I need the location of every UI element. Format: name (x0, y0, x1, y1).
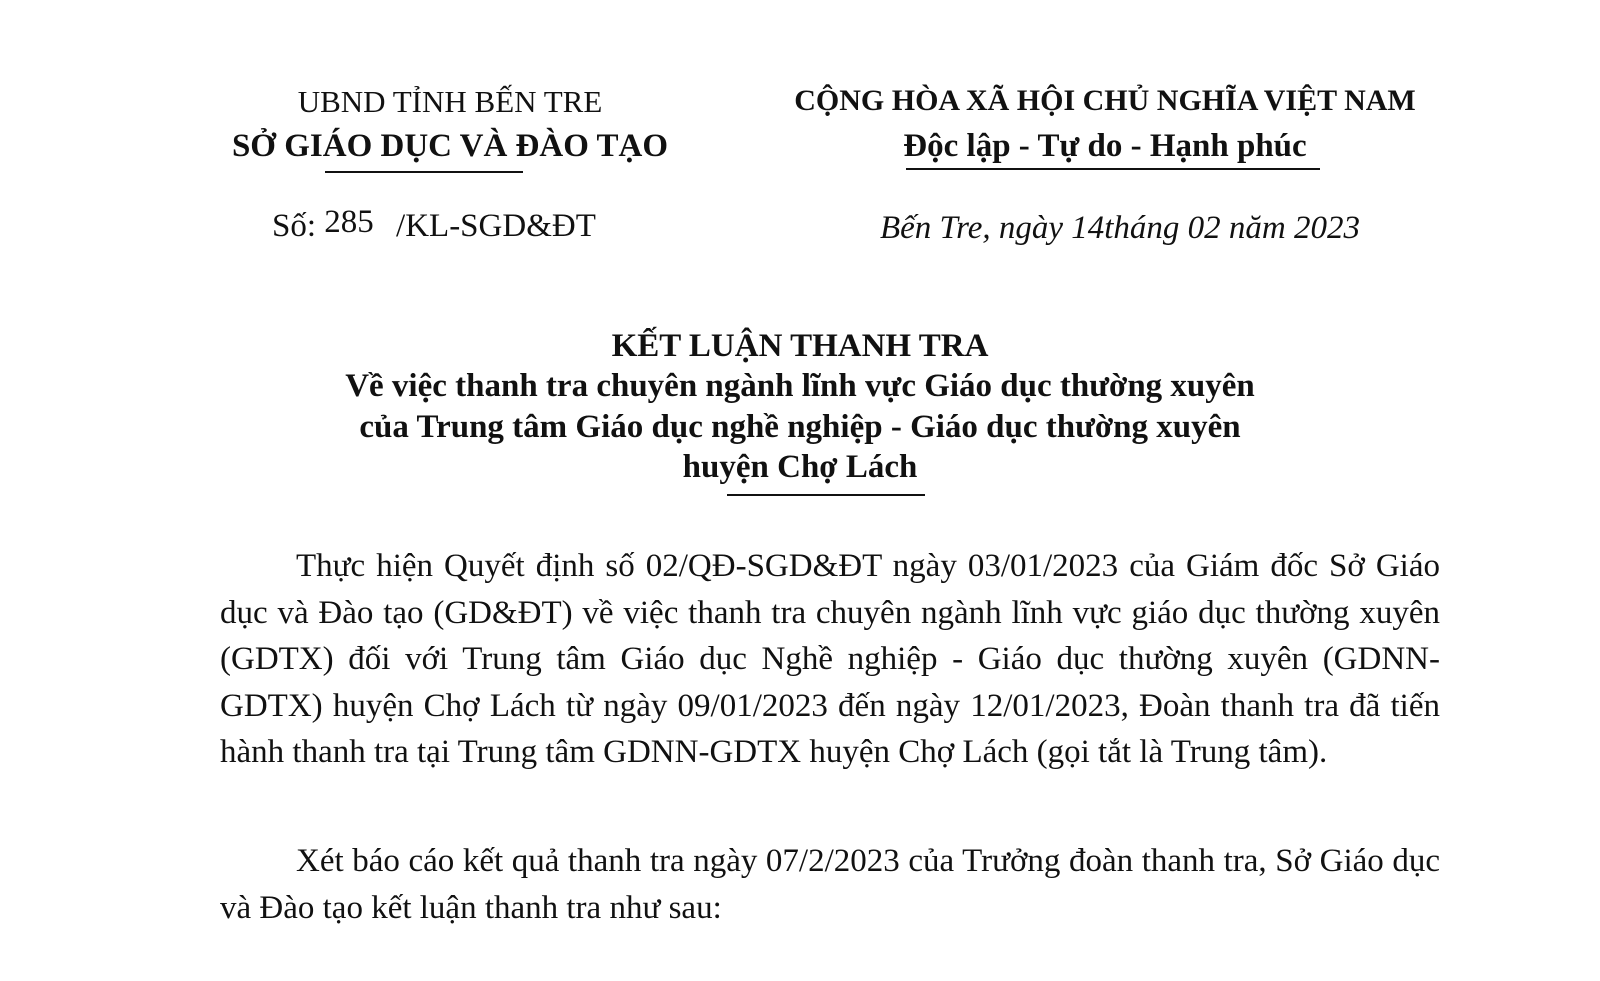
agency-parent-name: UBND TỈNH BẾN TRE (297, 84, 603, 119)
document-subject-line3: huyện Chợ Lách (682, 449, 918, 485)
agency-underline (325, 171, 523, 173)
body-paragraph-2: Xét báo cáo kết quả thanh tra ngày 07/2/2023 của Trưởng đoàn thanh tra, Sở Giáo dục và Đào tạo kết luận thanh tra như sau: (220, 843, 1440, 926)
agency-name: SỞ GIÁO DỤC VÀ ĐÀO TẠO (231, 128, 669, 164)
document-number-prefix: Số: (272, 208, 317, 244)
motto-underline (906, 168, 1320, 170)
document-number-suffix: /KL-SGD&ĐT (396, 208, 596, 244)
body-paragraph-1: Thực hiện Quyết định số 02/QĐ-SGD&ĐT ngày 03/01/2023 của Giám đốc Sở Giáo dục và Đào tạo (GD&ĐT) về việc thanh tra chuyên ngành lĩnh vực giáo dục thường xuyên (GDTX) đối với Trung tâm Giáo dục Nghề nghiệp - Giáo dục thường xuyên (GDNN-GDTX) huyện Chợ Lách từ ngày 09/01/2023 đến ngày 12/01/2023, Đoàn thanh tra đã tiến hành thanh tra tại Trung tâm GDNN-GDTX huyện Chợ Lách (gọi tắt là Trung tâm). (220, 548, 1440, 770)
document-number (272, 204, 596, 245)
title-underline (727, 494, 925, 496)
national-title: CỘNG HÒA XÃ HỘI CHỦ NGHĨA VIỆT NAM (794, 84, 1416, 117)
place-and-date: Bến Tre, ngày 14tháng 02 năm 2023 (880, 210, 1360, 246)
document-number-value: 285 (324, 204, 374, 240)
document-title: KẾT LUẬN THANH TRA (611, 328, 989, 364)
document-subject-line2: của Trung tâm Giáo dục nghề nghiệp - Giáo dục thường xuyên (359, 409, 1241, 445)
document-subject-line1: Về việc thanh tra chuyên ngành lĩnh vực Giáo dục thường xuyên (345, 368, 1255, 404)
national-motto: Độc lập - Tự do - Hạnh phúc (903, 128, 1307, 164)
